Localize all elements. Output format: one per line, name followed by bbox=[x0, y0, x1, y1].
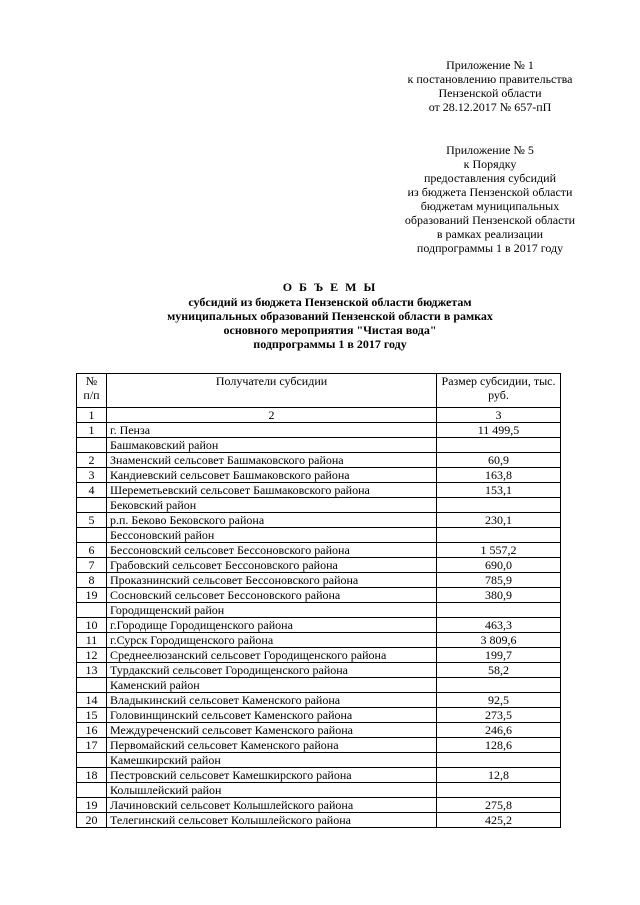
row-amount-cell: 1 557,2 bbox=[437, 543, 561, 558]
appendix-5-line: образований Пензенской области bbox=[404, 213, 576, 227]
row-amount-cell: 58,2 bbox=[437, 663, 561, 678]
table-row bbox=[77, 453, 561, 468]
row-number-cell: 11 bbox=[77, 633, 107, 648]
table-row bbox=[77, 693, 561, 708]
table-row bbox=[77, 783, 561, 798]
row-amount-cell: 128,6 bbox=[437, 738, 561, 753]
row-recipient-cell: Знаменский сельсовет Башмаковского района bbox=[107, 453, 437, 468]
table-row bbox=[77, 438, 561, 453]
row-amount-cell: 11 499,5 bbox=[437, 423, 561, 438]
row-number-cell: 16 bbox=[77, 723, 107, 738]
row-amount-cell bbox=[437, 783, 561, 798]
appendix-5-line: предоставления субсидий bbox=[423, 171, 557, 185]
table-row bbox=[77, 753, 561, 768]
table-row bbox=[77, 528, 561, 543]
row-recipient-cell: Камешкирский район bbox=[107, 753, 437, 768]
appendix-1-line: Приложение № 1 bbox=[446, 58, 534, 72]
table-row bbox=[77, 543, 561, 558]
table-row bbox=[77, 513, 561, 528]
header-number: № п/п bbox=[77, 374, 107, 408]
row-amount-cell: 199,7 bbox=[437, 648, 561, 663]
title-line: субсидий из бюджета Пензенской области бюджетам bbox=[188, 295, 472, 309]
row-recipient-cell: Шереметьевский сельсовет Башмаковского района bbox=[107, 483, 437, 498]
row-recipient-cell: Среднеелюзанский сельсовет Городищенского района bbox=[107, 648, 437, 663]
row-amount-cell bbox=[437, 438, 561, 453]
column-index-row bbox=[77, 408, 561, 423]
table-row bbox=[77, 618, 561, 633]
table-row bbox=[77, 588, 561, 603]
row-number-cell: 1 bbox=[77, 423, 107, 438]
appendix-1-line: к постановлению правительства bbox=[407, 72, 573, 86]
row-recipient-cell: Бессоновский район bbox=[107, 528, 437, 543]
row-number-cell bbox=[77, 498, 107, 513]
row-recipient-cell: г. Пенза bbox=[107, 423, 437, 438]
row-recipient-cell: г.Городище Городищенского района bbox=[107, 618, 437, 633]
row-recipient-cell: Владыкинский сельсовет Каменского района bbox=[107, 693, 437, 708]
table-row bbox=[77, 663, 561, 678]
appendix-1-block bbox=[380, 58, 600, 114]
column-index-cell: 1 bbox=[77, 408, 107, 423]
row-amount-cell: 275,8 bbox=[437, 798, 561, 813]
table-row bbox=[77, 483, 561, 498]
row-number-cell: 10 bbox=[77, 618, 107, 633]
row-number-cell: 14 bbox=[77, 693, 107, 708]
appendix-5-line: бюджетам муниципальных bbox=[420, 199, 560, 213]
row-amount-cell: 690,0 bbox=[437, 558, 561, 573]
row-number-cell: 13 bbox=[77, 663, 107, 678]
row-number-cell bbox=[77, 438, 107, 453]
row-number-cell: 6 bbox=[77, 543, 107, 558]
row-amount-cell bbox=[437, 753, 561, 768]
appendix-5-line: Приложение № 5 bbox=[446, 143, 534, 157]
document-title bbox=[120, 280, 540, 351]
row-recipient-cell: Кандиевский сельсовет Башмаковского района bbox=[107, 468, 437, 483]
appendix-5-line: в рамках реализации bbox=[436, 227, 544, 241]
table-row bbox=[77, 633, 561, 648]
row-number-cell bbox=[77, 678, 107, 693]
row-number-cell: 19 bbox=[77, 588, 107, 603]
row-recipient-cell: Лачиновский сельсовет Колышлейского района bbox=[107, 798, 437, 813]
appendix-5-line: подпрограммы 1 в 2017 году bbox=[416, 241, 564, 255]
row-amount-cell: 246,6 bbox=[437, 723, 561, 738]
table-row bbox=[77, 423, 561, 438]
table-row bbox=[77, 723, 561, 738]
table-row bbox=[77, 558, 561, 573]
row-number-cell bbox=[77, 783, 107, 798]
row-amount-cell: 3 809,6 bbox=[437, 633, 561, 648]
row-recipient-cell: Бековский район bbox=[107, 498, 437, 513]
title-line: основного мероприятия "Чистая вода" bbox=[223, 323, 437, 337]
row-number-cell: 2 bbox=[77, 453, 107, 468]
row-recipient-cell: Каменский район bbox=[107, 678, 437, 693]
row-recipient-cell: Грабовский сельсовет Бессоновского района bbox=[107, 558, 437, 573]
table-row bbox=[77, 648, 561, 663]
row-number-cell: 8 bbox=[77, 573, 107, 588]
row-amount-cell: 163,8 bbox=[437, 468, 561, 483]
row-recipient-cell: Колышлейский район bbox=[107, 783, 437, 798]
row-amount-cell bbox=[437, 498, 561, 513]
row-recipient-cell: Бессоновский сельсовет Бессоновского района bbox=[107, 543, 437, 558]
row-number-cell: 3 bbox=[77, 468, 107, 483]
row-amount-cell: 463,3 bbox=[437, 618, 561, 633]
row-number-cell: 19 bbox=[77, 798, 107, 813]
table-row bbox=[77, 468, 561, 483]
row-amount-cell bbox=[437, 603, 561, 618]
row-amount-cell: 785,9 bbox=[437, 573, 561, 588]
row-amount-cell bbox=[437, 678, 561, 693]
table-row bbox=[77, 813, 561, 828]
row-number-cell: 12 bbox=[77, 648, 107, 663]
table-row bbox=[77, 708, 561, 723]
table-row bbox=[77, 798, 561, 813]
row-number-cell: 18 bbox=[77, 768, 107, 783]
row-recipient-cell: Первомайский сельсовет Каменского района bbox=[107, 738, 437, 753]
row-recipient-cell: р.п. Беково Бековского района bbox=[107, 513, 437, 528]
row-recipient-cell: Сосновский сельсовет Бессоновского района bbox=[107, 588, 437, 603]
table-row bbox=[77, 738, 561, 753]
appendix-1-line: от 28.12.2017 № 657-пП bbox=[428, 100, 552, 114]
row-recipient-cell: Головинщинский сельсовет Каменского района bbox=[107, 708, 437, 723]
row-amount-cell bbox=[437, 528, 561, 543]
title-line: О Б Ъ Е М Ы bbox=[282, 280, 378, 294]
table-header-row bbox=[77, 374, 561, 408]
row-number-cell bbox=[77, 753, 107, 768]
title-line: подпрограммы 1 в 2017 году bbox=[253, 337, 407, 351]
row-amount-cell: 153,1 bbox=[437, 483, 561, 498]
row-recipient-cell: г.Сурск Городищенского района bbox=[107, 633, 437, 648]
header-amount: Размер субсидии, тыс. руб. bbox=[437, 374, 561, 408]
row-amount-cell: 380,9 bbox=[437, 588, 561, 603]
row-amount-cell: 92,5 bbox=[437, 693, 561, 708]
row-recipient-cell: Пестровский сельсовет Камешкирского района bbox=[107, 768, 437, 783]
appendix-5-block bbox=[380, 143, 600, 255]
row-recipient-cell: Телегинский сельсовет Колышлейского района bbox=[107, 813, 437, 828]
row-recipient-cell: Проказнинский сельсовет Бессоновского района bbox=[107, 573, 437, 588]
table-row bbox=[77, 768, 561, 783]
row-number-cell: 5 bbox=[77, 513, 107, 528]
column-index-cell: 2 bbox=[107, 408, 437, 423]
row-number-cell: 17 bbox=[77, 738, 107, 753]
row-recipient-cell: Городищенский район bbox=[107, 603, 437, 618]
title-line: муниципальных образований Пензенской области в рамках bbox=[167, 309, 493, 323]
row-number-cell bbox=[77, 528, 107, 543]
table-row bbox=[77, 678, 561, 693]
table-row bbox=[77, 603, 561, 618]
appendix-5-line: из бюджета Пензенской области bbox=[407, 185, 573, 199]
row-amount-cell: 230,1 bbox=[437, 513, 561, 528]
row-number-cell: 7 bbox=[77, 558, 107, 573]
row-number-cell bbox=[77, 603, 107, 618]
table-row bbox=[77, 498, 561, 513]
table-row bbox=[77, 573, 561, 588]
subsidy-table bbox=[76, 373, 561, 828]
appendix-1-line: Пензенской области bbox=[438, 86, 542, 100]
row-recipient-cell: Башмаковский район bbox=[107, 438, 437, 453]
header-recipients: Получатели субсидии bbox=[107, 374, 437, 408]
row-number-cell: 4 bbox=[77, 483, 107, 498]
row-amount-cell: 60,9 bbox=[437, 453, 561, 468]
row-amount-cell: 425,2 bbox=[437, 813, 561, 828]
row-recipient-cell: Междуреченский сельсовет Каменского района bbox=[107, 723, 437, 738]
column-index-cell: 3 bbox=[437, 408, 561, 423]
row-amount-cell: 12,8 bbox=[437, 768, 561, 783]
row-number-cell: 15 bbox=[77, 708, 107, 723]
row-amount-cell: 273,5 bbox=[437, 708, 561, 723]
appendix-5-line: к Порядку bbox=[463, 157, 517, 171]
row-number-cell: 20 bbox=[77, 813, 107, 828]
row-recipient-cell: Турдакский сельсовет Городищенского района bbox=[107, 663, 437, 678]
